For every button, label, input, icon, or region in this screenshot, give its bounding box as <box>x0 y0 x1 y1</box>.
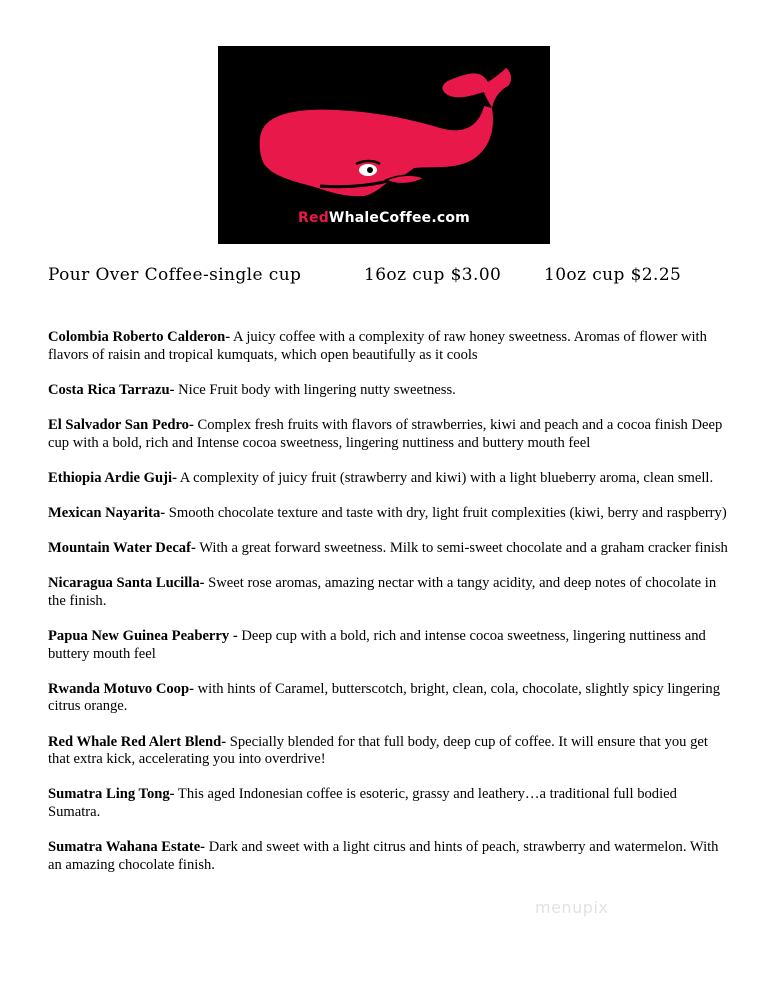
menu-item: Sumatra Ling Tong- This aged Indonesian coffee is esoteric, grassy and leathery…a traditional full bodied Sumatra. <box>48 786 677 821</box>
menu-item: Mountain Water Decaf- With a great forward sweetness. Milk to semi-sweet chocolate and a graham cracker finish <box>48 540 728 557</box>
menu-item: Nicaragua Santa Lucilla- Sweet rose aromas, amazing nectar with a tangy acidity, and deep notes of chocolate in the finish. <box>48 575 717 609</box>
red-whale-logo <box>218 46 550 244</box>
menu-item: Ethiopia Ardie Guji- A complexity of juicy fruit (strawberry and kiwi) with a light blueberry aroma, clean smell. <box>48 469 714 486</box>
coffee-menu-list <box>48 329 728 892</box>
price-16oz: 16oz cup $3.00 <box>364 265 502 285</box>
menu-item: El Salvador San Pedro- Complex fresh fruits with flavors of strawberries, kiwi and peach and a cocoa finish Deep cup with a bold, rich and Intense cocoa sweetness, lingering nuttiness and buttery mouth feel <box>48 416 723 451</box>
menu-item: Colombia Roberto Calderon- A juicy coffee with a complexity of raw honey sweetness. Aromas of flower with flavors of raisin and tropical kumquats, which open beautifully as it cools <box>48 329 707 363</box>
menu-item: Papua New Guinea Peaberry - Deep cup with a bold, rich and intense cocoa sweetness, lingering nuttiness and buttery mouth feel <box>48 628 706 662</box>
menu-item: Sumatra Wahana Estate- Dark and sweet with a light citrus and hints of peach, strawberry and watermelon. With an amazing chocolate finish. <box>48 839 719 873</box>
logo-url: RedWhaleCoffee.com <box>298 210 470 226</box>
menu-item: Rwanda Motuvo Coop- with hints of Caramel, butterscotch, bright, clean, cola, chocolate, slightly spicy lingering citrus orange. <box>48 680 721 715</box>
menu-item: Costa Rica Tarrazu- Nice Fruit body with lingering nutty sweetness. <box>48 381 456 398</box>
price-10oz: 10oz cup $2.25 <box>544 265 682 285</box>
section-title: Pour Over Coffee-single cup <box>48 265 302 285</box>
menu-item: Mexican Nayarita- Smooth chocolate texture and taste with dry, light fruit complexities (kiwi, berry and raspberry) <box>48 504 727 521</box>
menu-item: Red Whale Red Alert Blend- Specially blended for that full body, deep cup of coffee. It will ensure that you get that extra kick, accelerating you into overdrive! <box>48 733 708 768</box>
watermark: menupix <box>535 898 609 917</box>
pour-over-header <box>48 265 728 289</box>
